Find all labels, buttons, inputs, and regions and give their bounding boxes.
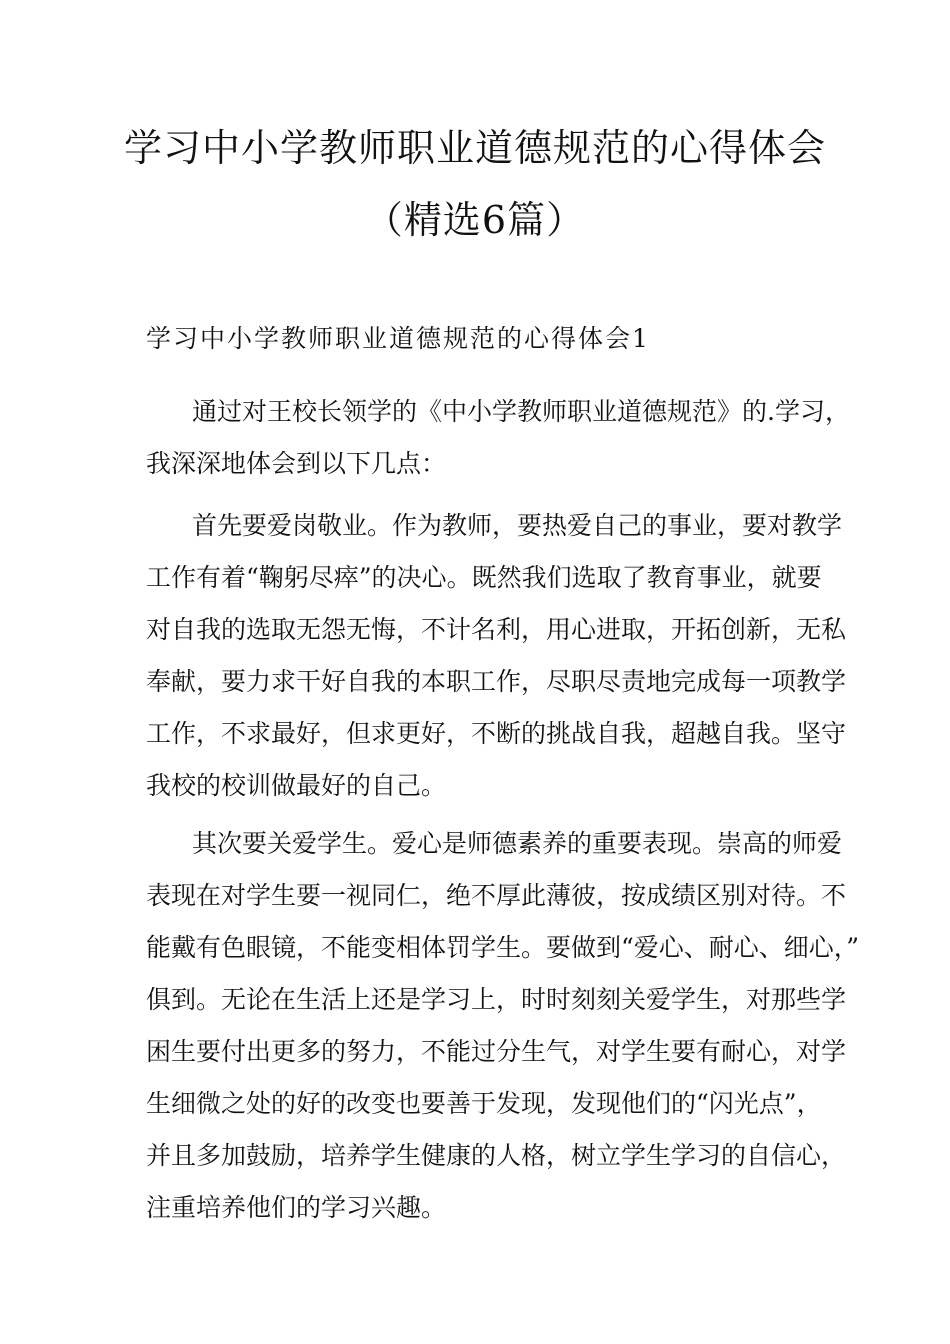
document-title: 学习中小学教师职业道德规范的心得体会: [123, 126, 826, 170]
paragraph-line: 能戴有色眼镜，不能变相体罚学生。要做到“爱心、耐心、细心，”: [146, 933, 860, 962]
paragraph-line: 并且多加鼓励，培养学生健康的人格，树立学生学习的自信心，: [146, 1141, 847, 1170]
paragraph-3: [146, 818, 860, 1234]
paragraph-line: 我校的校训做最好的自己。: [146, 771, 447, 800]
paragraph-line: 对自我的选取无怨无悔，不计名利，用心进取，开拓创新，无私: [146, 615, 847, 644]
paragraph-line: 我深深地体会到以下几点：: [146, 449, 447, 478]
paragraph-line: 注重培养他们的学习兴趣。: [146, 1193, 447, 1222]
paragraph-line: 通过对王校长领学的《中小学教师职业道德规范》的.学习，: [192, 397, 850, 426]
paragraph-1: [146, 386, 850, 490]
paragraph-line: 表现在对学生要一视同仁，绝不厚此薄彼，按成绩区别对待。不: [146, 881, 847, 910]
section-heading: 学习中小学教师职业道德规范的心得体会1: [146, 324, 650, 353]
paragraph-2: [146, 500, 847, 812]
paragraph-line: 困生要付出更多的努力，不能过分生气，对学生要有耐心，对学: [146, 1037, 847, 1066]
paragraph-line: 工作，不求最好，但求更好，不断的挑战自我，超越自我。坚守: [146, 719, 847, 748]
paragraph-line: 工作有着“鞠躬尽瘁”的决心。既然我们选取了教育事业，就要: [146, 563, 822, 592]
paragraph-line: 奉献，要力求干好自我的本职工作，尽职尽责地完成每一项教学: [146, 667, 847, 696]
paragraph-line: 其次要关爱学生。爱心是师德素养的重要表现。崇高的师爱: [192, 829, 843, 858]
document-subtitle: （精选6篇）: [364, 198, 586, 242]
paragraph-line: 首先要爱岗敬业。作为教师，要热爱自己的事业，要对教学: [192, 511, 843, 540]
paragraph-line: 生细微之处的好的改变也要善于发现，发现他们的“闪光点”，: [146, 1089, 822, 1118]
paragraph-line: 俱到。无论在生活上还是学习上，时时刻刻关爱学生，对那些学: [146, 985, 847, 1014]
